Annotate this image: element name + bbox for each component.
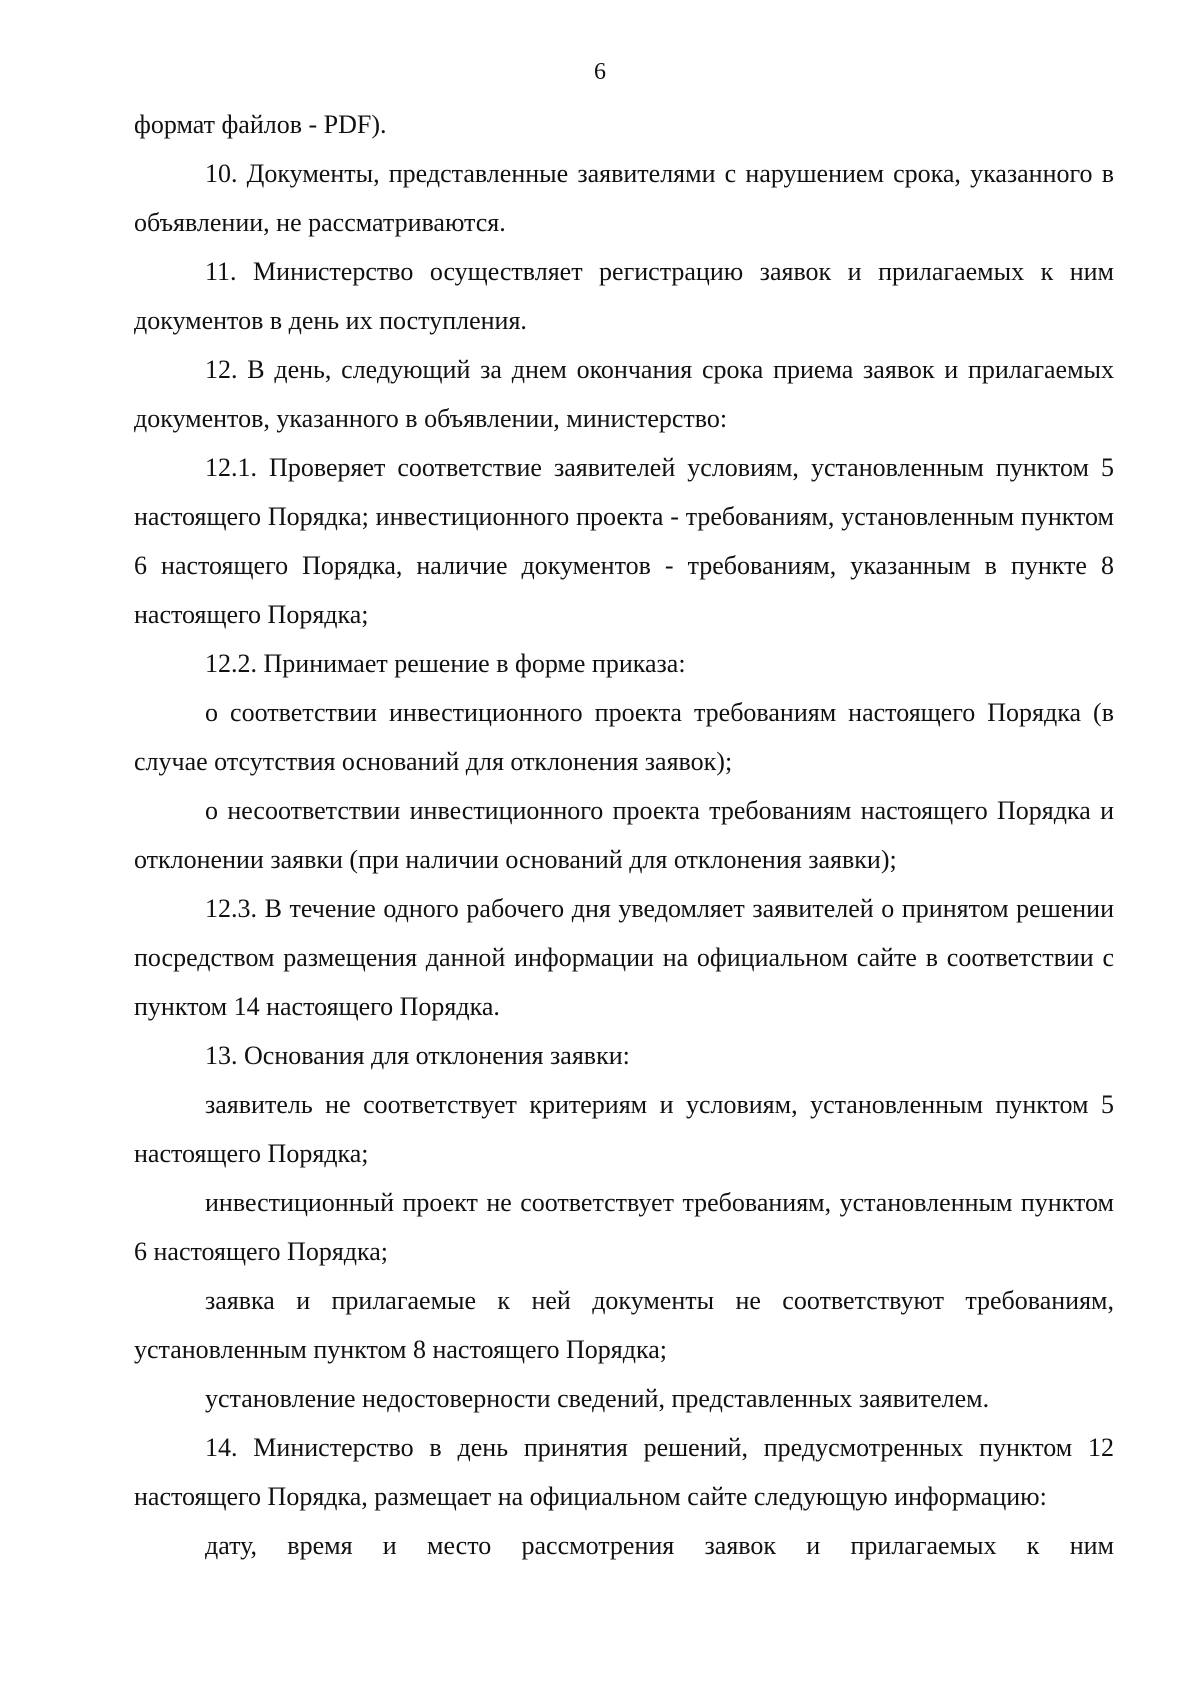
paragraph-12-3-notification: 12.3. В течение одного рабочего дня уведомляет заявителей о принятом решении посредством размещения данной информации на официальном сайте в соответствии с пунктом 14 настоящего Порядка. (134, 894, 1114, 1021)
paragraph-13-rejection-grounds: 13. Основания для отклонения заявки: (205, 1041, 630, 1070)
paragraph-10-late-documents: 10. Документы, представленные заявителями с нарушением срока, указанного в объявлении, не рассматриваются. (134, 159, 1114, 237)
paragraph-ground-false-information: установление недостоверности сведений, представленных заявителем. (205, 1384, 990, 1413)
paragraph-12-2-order-decision: 12.2. Принимает решение в форме приказа: (205, 649, 686, 678)
paragraph-ground-project: инвестиционный проект не соответствует требованиям, установленным пунктом 6 настоящего Порядка; (134, 1188, 1114, 1266)
paragraph-decision-compliance: о соответствии инвестиционного проекта требованиям настоящего Порядка (в случае отсутствия оснований для отклонения заявок); (134, 698, 1114, 776)
paragraph-12-review-day: 12. В день, следующий за днем окончания срока приема заявок и прилагаемых документов, указанного в объявлении, министерство: (134, 355, 1114, 433)
paragraph-ground-applicant: заявитель не соответствует критериям и условиям, установленным пунктом 5 настоящего Порядка; (134, 1090, 1114, 1168)
paragraph-ground-documents: заявка и прилагаемые к ней документы не соответствуют требованиям, установленным пунктом 8 настоящего Порядка; (134, 1286, 1114, 1364)
paragraph-publication-date-time-place: дату, время и место рассмотрения заявок и прилагаемых к ним (205, 1531, 1114, 1560)
paragraph-14-publication: 14. Министерство в день принятия решений, предусмотренных пунктом 12 настоящего Порядка, размещает на официальном сайте следующую информацию: (134, 1433, 1114, 1511)
paragraph-12-1-check-compliance: 12.1. Проверяет соответствие заявителей условиям, установленным пунктом 5 настоящего Порядка; инвестиционного проекта - требованиям, установленным пунктом 6 настоящего Порядка, наличие документов - требованиям, указанным в пункте 8 настоящего Порядка; (134, 453, 1114, 629)
page-number: 6 (594, 59, 606, 85)
paragraph-decision-noncompliance: о несоответствии инвестиционного проекта требованиям настоящего Порядка и отклонении заявки (при наличии оснований для отклонения заявки); (134, 796, 1114, 874)
document-body (134, 100, 1114, 1570)
paragraph-11-registration: 11. Министерство осуществляет регистрацию заявок и прилагаемых к ним документов в день их поступления. (134, 257, 1114, 335)
paragraph-file-format-continuation: формат файлов - PDF). (134, 110, 387, 139)
